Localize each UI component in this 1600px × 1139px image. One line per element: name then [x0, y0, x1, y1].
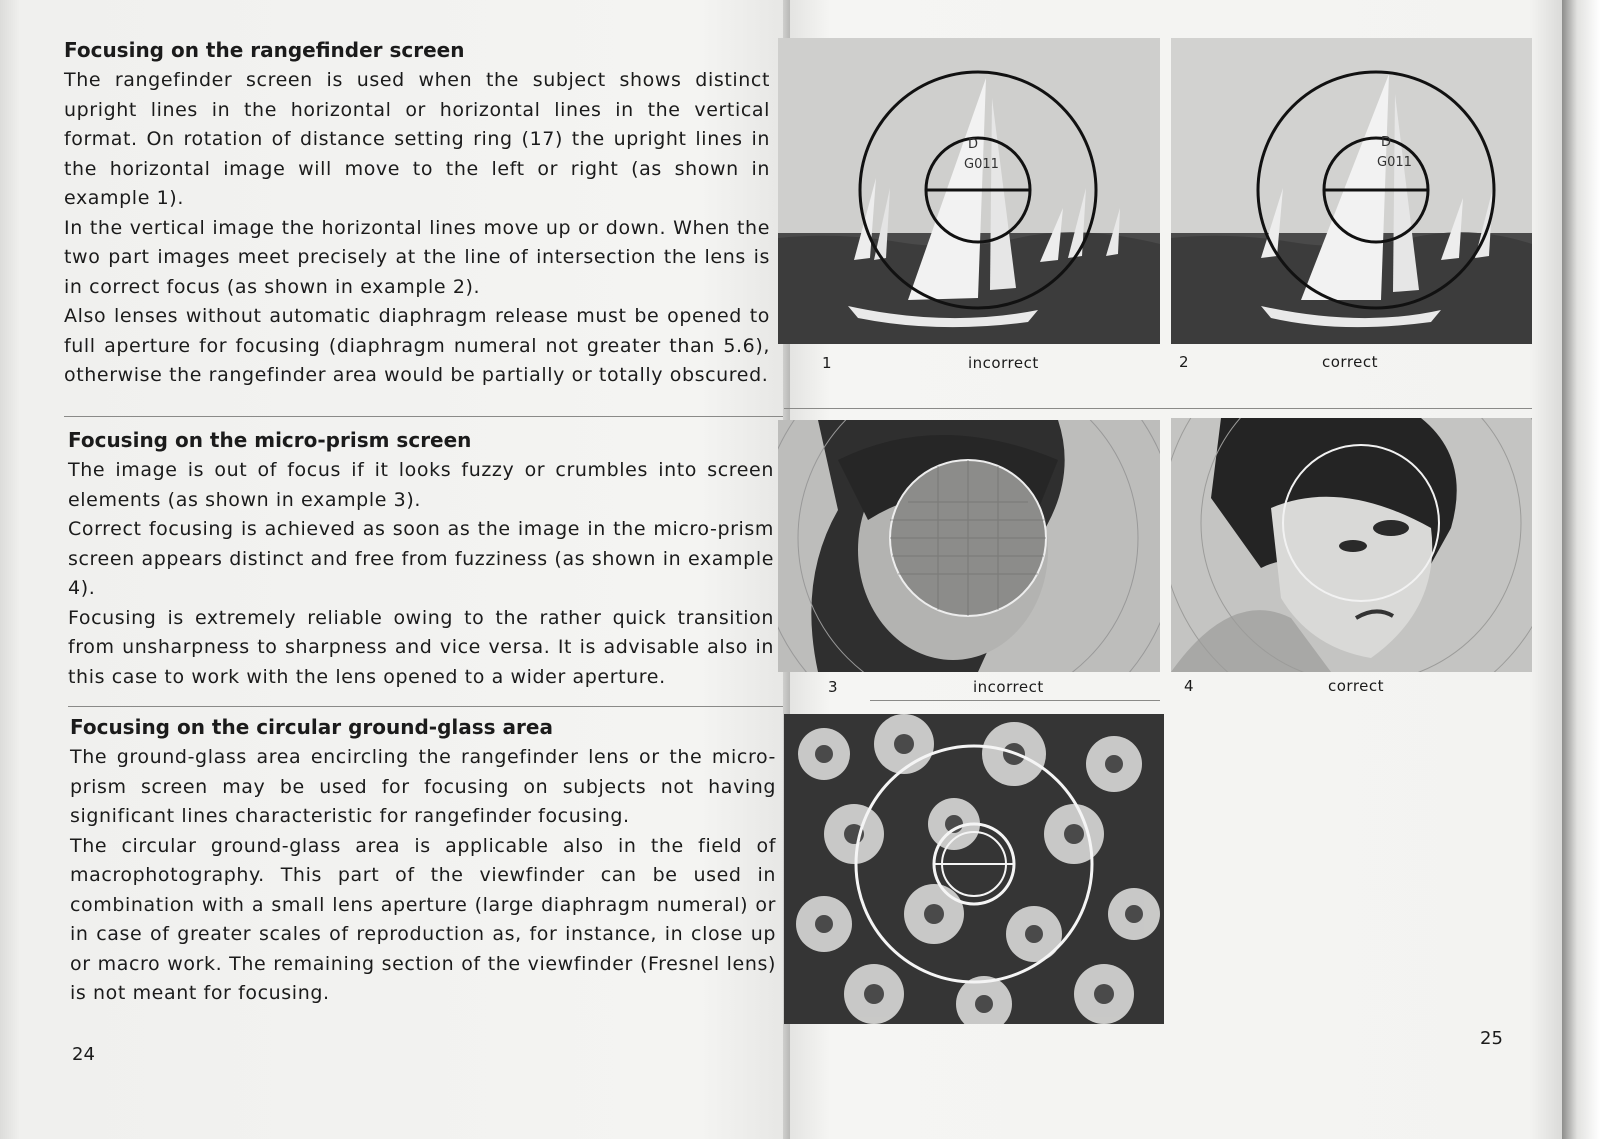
- divider: [784, 408, 1532, 409]
- figure-5-flowers-photo: [784, 714, 1164, 1024]
- figure-2-caption: correct: [1322, 353, 1379, 371]
- section-ground-glass: [70, 715, 776, 1009]
- paragraph: Correct focusing is achieved as soon as the image in the micro-prism screen appears distinct and free from fuzziness (as shown in example 4).: [68, 518, 774, 599]
- svg-text:D: D: [1381, 135, 1392, 150]
- paragraph: Focusing is extremely reliable owing to the rather quick transition from unsharpness to sharpness and vice versa. It is advisable also in this case to work with the lens opened to a wider aperture.: [68, 606, 774, 688]
- page-number-right: 25: [1480, 1028, 1503, 1049]
- left-page: [0, 0, 790, 1139]
- figure-1-number: 1: [822, 354, 832, 372]
- paragraph: The circular ground-glass area is applicable also in the field of macrophotography. This part of the viewfinder can be used in combination with a small lens aperture (large diaphragm numeral) or in case of greater scales of reproduction as, for instance, in close up or macro work. The remaining section of the viewfinder (Fresnel lens) is not meant for focusing.: [70, 834, 776, 1004]
- page-edge: [1562, 0, 1600, 1139]
- paragraph: The image is out of focus if it looks fuzzy or crumbles into screen elements (as shown in example 3).: [68, 459, 774, 511]
- paragraph: The ground-glass area encircling the rangefinder lens or the micro-prism screen may be used for focusing on subjects not having significant lines characteristic for rangefinder focusing.: [70, 746, 776, 827]
- svg-text:G011: G011: [1377, 155, 1412, 170]
- section-title: Focusing on the circular ground-glass area: [70, 715, 553, 739]
- right-page: [790, 0, 1570, 1139]
- section-title: Focusing on the rangefinder screen: [64, 38, 465, 62]
- divider: [64, 416, 784, 417]
- figure-1-sailboat-photo: [778, 38, 1160, 344]
- paragraph: In the vertical image the horizontal lines move up or down. When the two part images meet precisely at the line of intersection the lens is in correct focus (as shown in example 2).: [64, 216, 770, 298]
- figure-4-portrait-photo: [1171, 418, 1532, 672]
- figure-3-caption: incorrect: [973, 678, 1044, 696]
- figure-3-number: 3: [828, 678, 838, 696]
- divider: [68, 706, 784, 707]
- paragraph: The rangefinder screen is used when the subject shows distinct upright lines in the horizontal or horizontal lines in the vertical format. On rotation of distance setting ring (17) the upright lines in the horizontal image will move to the left or right (as shown in example 1).: [64, 69, 770, 209]
- divider: [870, 700, 1160, 701]
- figure-1-caption: incorrect: [968, 354, 1039, 372]
- page-number-left: 24: [72, 1044, 95, 1065]
- section-rangefinder: [64, 38, 770, 391]
- figure-4-number: 4: [1184, 677, 1194, 695]
- section-title: Focusing on the micro-prism screen: [68, 428, 472, 452]
- svg-text:G011: G011: [964, 157, 999, 172]
- section-microprism: [68, 428, 774, 692]
- sail-marking: D: [968, 137, 979, 152]
- figure-2-sailboat-photo: [1171, 38, 1532, 344]
- paragraph: Also lenses without automatic diaphragm release must be opened to full aperture for focusing (diaphragm numeral not greater than 5.6), otherwise the rangefinder area would be partially or totally obscured.: [64, 305, 770, 386]
- figure-3-portrait-photo: [778, 420, 1160, 672]
- figure-2-number: 2: [1179, 353, 1189, 371]
- figure-4-caption: correct: [1328, 677, 1385, 695]
